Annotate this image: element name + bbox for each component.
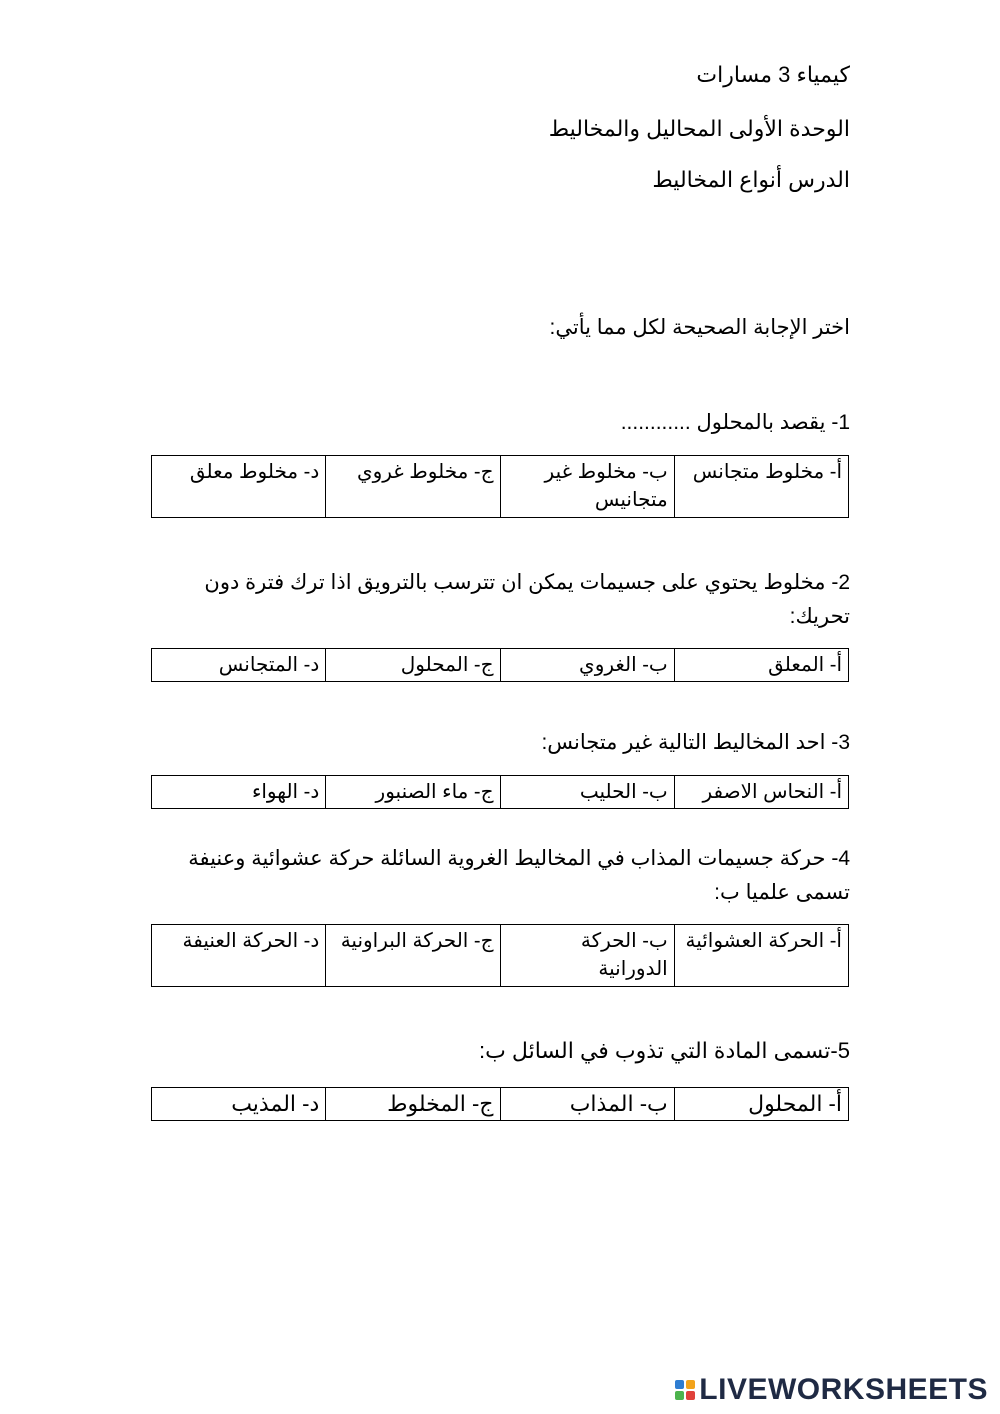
option-a[interactable]: أ- المعلق <box>674 649 848 682</box>
question-4-text: 4- حركة جسيمات المذاب في المخاليط الغروية السائلة حركة عشوائية وعنيفة تسمى علميا ب: <box>188 847 850 904</box>
liveworksheets-logo <box>675 1370 988 1410</box>
instruction-text: اختر الإجابة الصحيحة لكل مما يأتي: <box>549 316 850 339</box>
question-2-options <box>151 648 849 682</box>
option-a[interactable]: أ- المحلول <box>674 1088 848 1121</box>
option-d[interactable]: د- الحركة العنيفة <box>152 925 326 987</box>
option-b[interactable]: ب- الغروي <box>500 649 674 682</box>
option-c[interactable]: ج- مخلوط غروي <box>326 456 500 518</box>
option-a[interactable]: أ- النحاس الاصفر <box>674 776 848 809</box>
option-c[interactable]: ج- الحركة البراونية <box>326 925 500 987</box>
option-c[interactable]: ج- المخلوط <box>326 1088 500 1121</box>
question-1-text: 1- يقصد بالمحلول ............ <box>620 411 850 434</box>
option-b[interactable]: ب- مخلوط غير متجانيس <box>500 456 674 518</box>
option-d[interactable]: د- مخلوط معلق <box>152 456 326 518</box>
option-c[interactable]: ج- المحلول <box>326 649 500 682</box>
question-5-text: 5-تسمى المادة التي تذوب في السائل ب: <box>478 1038 850 1063</box>
course-title: كيمياء 3 مسارات <box>696 62 850 87</box>
option-a[interactable]: أ- الحركة العشوائية <box>674 925 848 987</box>
option-a[interactable]: أ- مخلوط متجانس <box>674 456 848 518</box>
question-5-options <box>151 1087 849 1121</box>
lesson-title: الدرس أنواع المخاليط <box>652 167 850 192</box>
option-b[interactable]: ب- الحركة الدورانية <box>500 925 674 987</box>
option-d[interactable]: د- الهواء <box>152 776 326 809</box>
question-3-text: 3- احد المخاليط التالية غير متجانس: <box>541 731 850 754</box>
logo-text: LIVEWORKSHEETS <box>699 1373 988 1406</box>
liveworksheets-grid-icon <box>675 1380 695 1400</box>
option-b[interactable]: ب- المذاب <box>500 1088 674 1121</box>
question-2-text: 2- مخلوط يحتوي على جسيمات يمكن ان تترسب بالترويق اذا ترك فترة دون تحريك: <box>204 571 850 628</box>
option-b[interactable]: ب- الحليب <box>500 776 674 809</box>
option-d[interactable]: د- المتجانس <box>152 649 326 682</box>
question-4-options <box>151 924 849 987</box>
question-1-options <box>151 455 849 518</box>
option-c[interactable]: ج- ماء الصنبور <box>326 776 500 809</box>
question-3-options <box>151 775 849 809</box>
unit-title: الوحدة الأولى المحاليل والمخاليط <box>548 116 850 141</box>
option-d[interactable]: د- المذيب <box>152 1088 326 1121</box>
